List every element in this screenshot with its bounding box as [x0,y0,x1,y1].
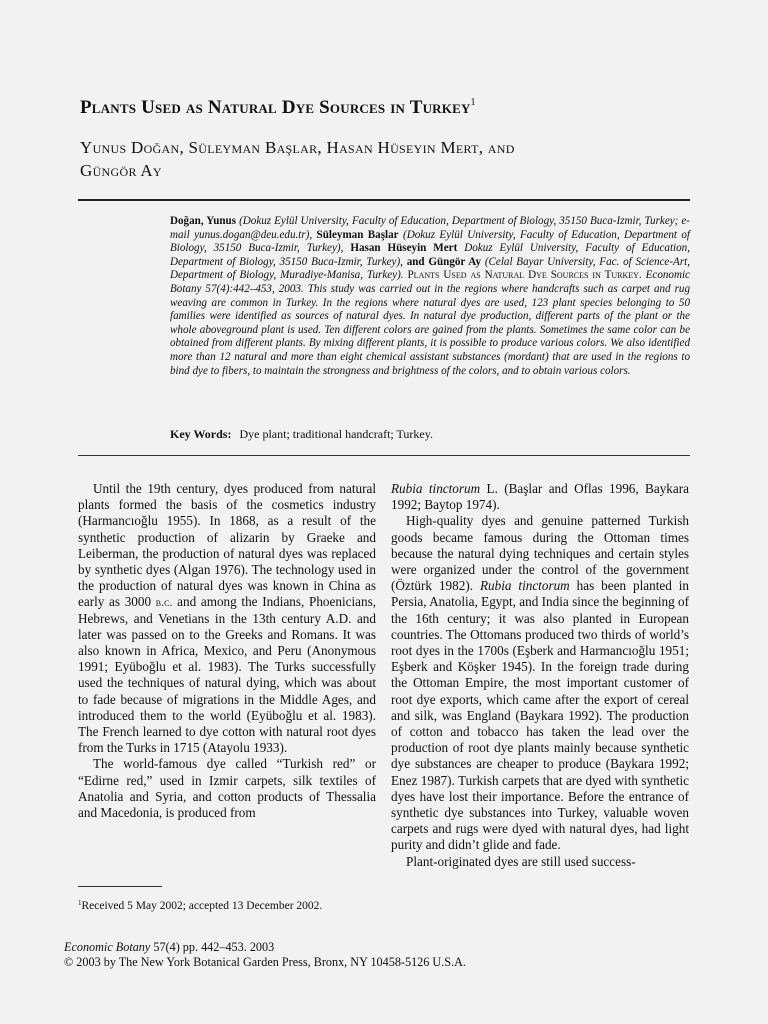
abstract-body: This study was carried out in the regions where handcrafts such as carpet and rug weaving are common in Turkey. In the regions where natural dyes are used, 123 plant species belonging to 50 families were identified as sources of natural dyes. In natural dye production, different parts of the plant or the whole aboveground plant is used. Ten different colors are gained from the plants. Sometimes the same color can be obtained from different plants. By mixing different plants, it is possible to produce various colors. We also identified more than 12 natural and more than eight chemical assistant substances (mordant) that are used in the regions to bind dye to fibers, to maintain the strongness and brightness of the colors, and to obtain various colors. [170,282,690,377]
author-line-2: Güngör Ay [80,161,162,180]
right-column [391,481,689,870]
left-paragraph-1-cont: and among the Indians, Phoenicians, Hebrews, and Venetians in the 13th century A.D. and later was passed on to the Greeks and Romans. It was also known in Africa, Mexico, and Peru (Anonymous 1991; Eyüboğlu et al. 1983). The Turks successfully used the techniques of natural dying, which was about to fade because of migrations in the Middle Ages, and introduced them to the world (Eyüboğlu et al. 1983). The French learned to dye cotton with natural root dyes from the Turks in 1715 (Atayolu 1933). [78,594,377,756]
keywords [170,427,690,442]
author-4-name: Güngör Ay [428,255,482,268]
species-name: Rubia tinctorum [391,481,481,496]
right-paragraph-0-text: L. (Başlar and Oflas 1996, Baykara 1992; Baytop 1974). [391,481,689,513]
copyright-line: © 2003 by The New York Botanical Garden Press, Bronx, NY 10458-5126 U.S.A. [64,955,466,969]
author-4-and: and [406,255,425,268]
author-3-affiliation: Dokuz Eylül University, Faculty of Education, Department of Biology, 35150 Buca-Izmir, Turkey), [170,242,691,268]
right-paragraph-0 [391,481,689,513]
right-paragraph-1 [391,513,689,853]
author-1-name: Doğan, Yunus [170,215,237,227]
abstract [170,215,690,378]
author-2-name: Süleyman Başlar [316,228,399,241]
right-paragraph-1-text: High-quality dyes and genuine patterned Turkish goods became famous during the Ottoman times because the natural dying techniques and certain styles were organized under the control of the government (Öztürk 1982). [391,513,689,594]
journal-citation [64,940,704,955]
keywords-label: Key Words: [170,427,232,441]
footnote-rule [78,886,162,887]
author-3-name: Hasan Hüseyin Mert [350,242,458,255]
abstract-article-title: Plants Used as Natural Dye Sources in Turkey. [407,269,642,282]
header-rule [78,199,690,201]
footnote [78,896,376,913]
footnote-mark: 1 [78,899,82,907]
abstract-rule [78,455,690,456]
journal-issue: 57(4) pp. 442–453. 2003 [153,940,275,954]
right-paragraph-1-cont: has been planted in Persia, Anatolia, Egypt, and India since the beginning of the 16th century; it was also planted in European countries. The Ottomans produced two thirds of world’s root dyes in the 1700s (Eşberk and Harmancıoğlu 1951; Eşberk and Köşker 1945). In the foreign trade during the Ottoman Empire, the most important customer of root dye exports, which came after the export of cereal and silk, was England (Baykara 1992). The production of cotton and tobacco has taken the lead over the production of root dye plants mainly because synthetic dye substances are cheaper to produce (Baykara 1992; Enez 1987). Turkish carpets that are dyed with synthetic dyes have lost their importance. Before the entrance of synthetic dye substances into Turkey, valuable woven carpets and rugs were dyed with natural dyes, had light purity and didn’t glide and fade. [391,578,690,853]
article-title [80,97,720,119]
footnote-text: Received 5 May 2002; accepted 13 December 2002. [81,900,323,912]
right-paragraph-2: Plant-originated dyes are still used success- [406,853,636,869]
author-4-affiliation: (Celal Bayar University, Fac. of Science-Art, Department of Biology, Muradiye-Manisa, Turkey). [170,255,690,282]
article-title-text: Plants Used as Natural Dye Sources in Turkey [80,97,471,118]
journal-name: Economic Botany [64,940,151,954]
author-1-affiliation: (Dokuz Eylül University, Faculty of Education, Department of Biology, 35150 Buca-Izmir, Turkey; e-mail yunus.dogan@deu.edu.tr), [170,215,690,241]
left-column [78,481,376,821]
abstract-citation: Economic Botany 57(4):442–453, 2003. [170,269,690,295]
journal-footer [64,940,704,970]
species-name: Rubia tinctorum [479,578,570,594]
left-paragraph-1 [78,481,376,756]
author-list [80,136,700,182]
title-footnote-mark: 1 [470,97,476,108]
author-2-affiliation: (Dokuz Eylül University, Faculty of Education, Department of Biology, 35150 Buca-Izmir, Turkey), [170,228,691,255]
left-paragraph-2: The world-famous dye called “Turkish red” or “Edirne red,” used in Izmir carpets, silk textiles of Anatolia and Syria, and cotton products of Thessalia and Macedonia, is produced from [78,756,376,821]
keywords-text: Dye plant; traditional handcraft; Turkey. [239,427,433,441]
left-paragraph-1-text: Until the 19th century, dyes produced from natural plants formed the basis of the cosmetics industry (Harmancıoğlu 1955). In 1868, as a result of the synthetic production of alizarin by Graeke and Leiberman, the production of natural dyes was replaced by synthetic dyes (Algan 1976). The technology used in the production of natural dyes was known in China as early as 3000 [78,481,376,610]
author-line-1: Yunus Doğan, Süleyman Başlar, Hasan Hüseyin Mert, and [80,138,515,157]
bc-abbrev: b.c. [155,595,173,610]
